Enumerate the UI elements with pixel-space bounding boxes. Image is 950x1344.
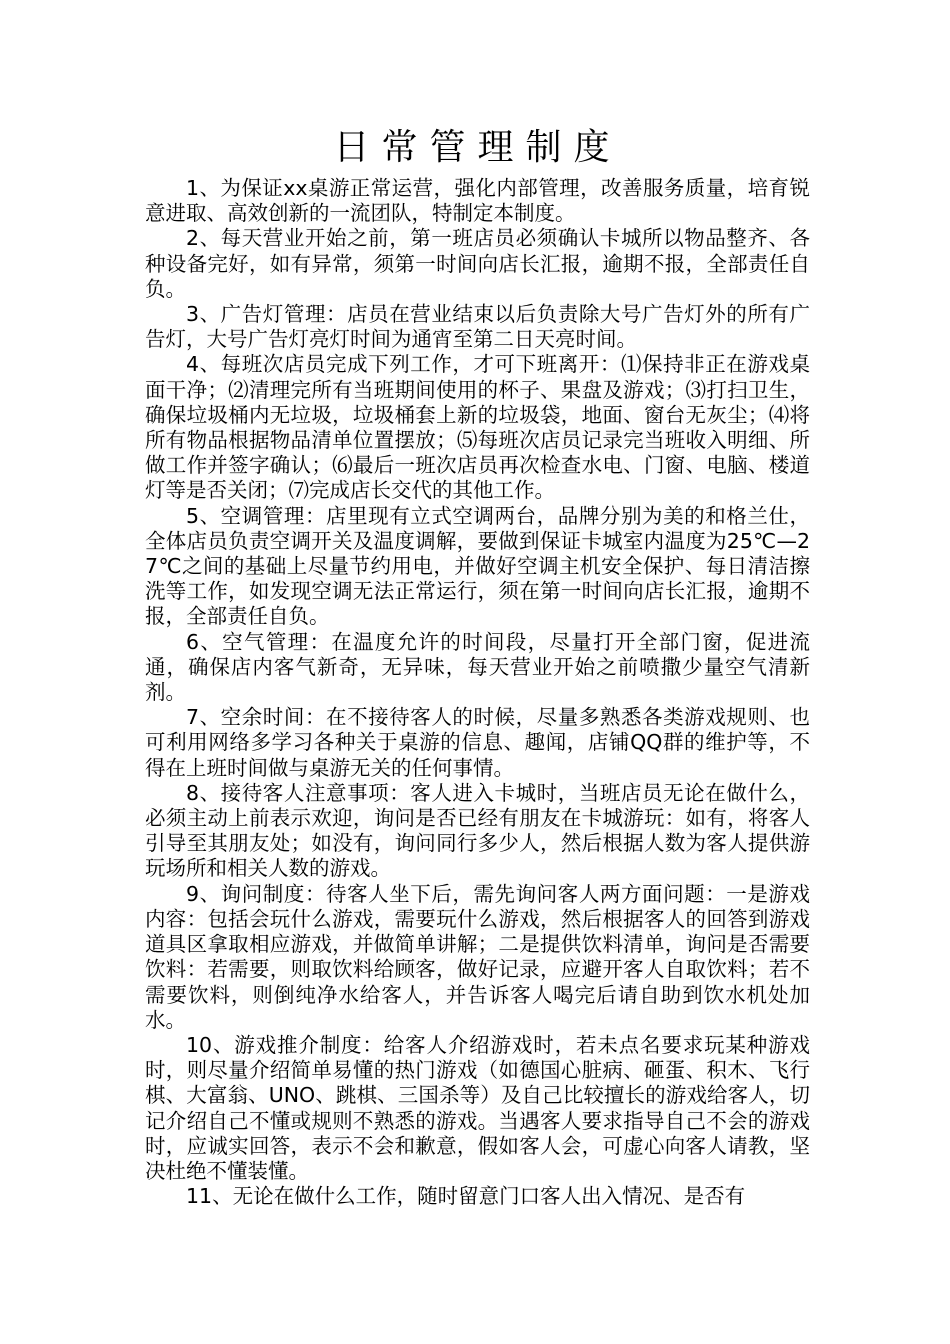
paragraph-4: 4、每班次店员完成下列工作，才可下班离开：⑴保持非正在游戏桌面干净；⑵清理完所有当班期间使用的杯子、果盘及游戏；⑶打扫卫生，确保垃圾桶内无垃圾，垃圾桶套上新的垃圾袋，地面、窗台无灰尘；⑷将所有物品根据物品清单位置摆放；⑸每班次店员记录完当班收入明细、所做工作并签字确认；⑹最后一班次店员再次检查水电、门窗、电脑、楼道灯等是否关闭；⑺完成店长交代的其他工作。 <box>145 352 810 503</box>
paragraph-1: 1、为保证xx桌游正常运营，强化内部管理，改善服务质量，培育锐意进取、高效创新的一流团队，特制定本制度。 <box>145 176 810 226</box>
document-page <box>145 124 810 1209</box>
paragraph-6: 6、空气管理：在温度允许的时间段，尽量打开全部门窗，促进流通，确保店内客气新奇，无异味，每天营业开始之前喷撒少量空气清新剂。 <box>145 629 810 705</box>
paragraph-5: 5、空调管理：店里现有立式空调两台，品牌分别为美的和格兰仕，全体店员负责空调开关及温度调解，要做到保证卡城室内温度为25℃—27℃之间的基础上尽量节约用电，并做好空调主机安全保护、每日清洁擦洗等工作，如发现空调无法正常运行，须在第一时间向店长汇报，逾期不报，全部责任自负。 <box>145 503 810 629</box>
paragraph-2: 2、每天营业开始之前，第一班店员必须确认卡城所以物品整齐、各种设备完好，如有异常，须第一时间向店长汇报，逾期不报，全部责任自负。 <box>145 226 810 301</box>
paragraph-9: 9、询问制度：待客人坐下后，需先询问客人两方面问题：一是游戏内容：包括会玩什么游戏，需要玩什么游戏，然后根据客人的回答到游戏道具区拿取相应游戏，并做简单讲解；二是提供饮料清单，询问是否需要饮料：若需要，则取饮料给顾客，做好记录，应避开客人自取饮料；若不需要饮料，则倒纯净水给客人，并告诉客人喝完后请自助到饮水机处加水。 <box>145 881 810 1032</box>
document-title: 日常管理制度 <box>333 127 622 168</box>
paragraph-7: 7、空余时间：在不接待客人的时候，尽量多熟悉各类游戏规则、也可利用网络多学习各种关于桌游的信息、趣闻，店铺QQ群的维护等，不得在上班时间做与桌游无关的任何事情。 <box>145 705 810 780</box>
paragraph-11: 11、无论在做什么工作，随时留意门口客人出入情况、是否有 <box>186 1184 746 1209</box>
paragraph-10: 10、游戏推介制度：给客人介绍游戏时，若未点名要求玩某种游戏时，则尽量介绍简单易懂的热门游戏（如德国心脏病、砸蛋、积木、飞行棋、大富翁、UNO、跳棋、三国杀等）及自己比较擅长的游戏给客人，切记介绍自己不懂或规则不熟悉的游戏。当遇客人要求指导自己不会的游戏时，应诚实回答，表示不会和歉意，假如客人会，可虚心向客人请教，坚决杜绝不懂装懂。 <box>145 1032 810 1183</box>
paragraph-8: 8、接待客人注意事项：客人进入卡城时，当班店员无论在做什么，必须主动上前表示欢迎，询问是否已经有朋友在卡城游玩：如有，将客人引导至其朋友处；如没有，询问同行多少人，然后根据人数为客人提供游玩场所和相关人数的游戏。 <box>145 780 810 881</box>
paragraph-3: 3、广告灯管理：店员在营业结束以后负责除大号广告灯外的所有广告灯，大号广告灯亮灯时间为通宵至第二日天亮时间。 <box>145 302 810 352</box>
